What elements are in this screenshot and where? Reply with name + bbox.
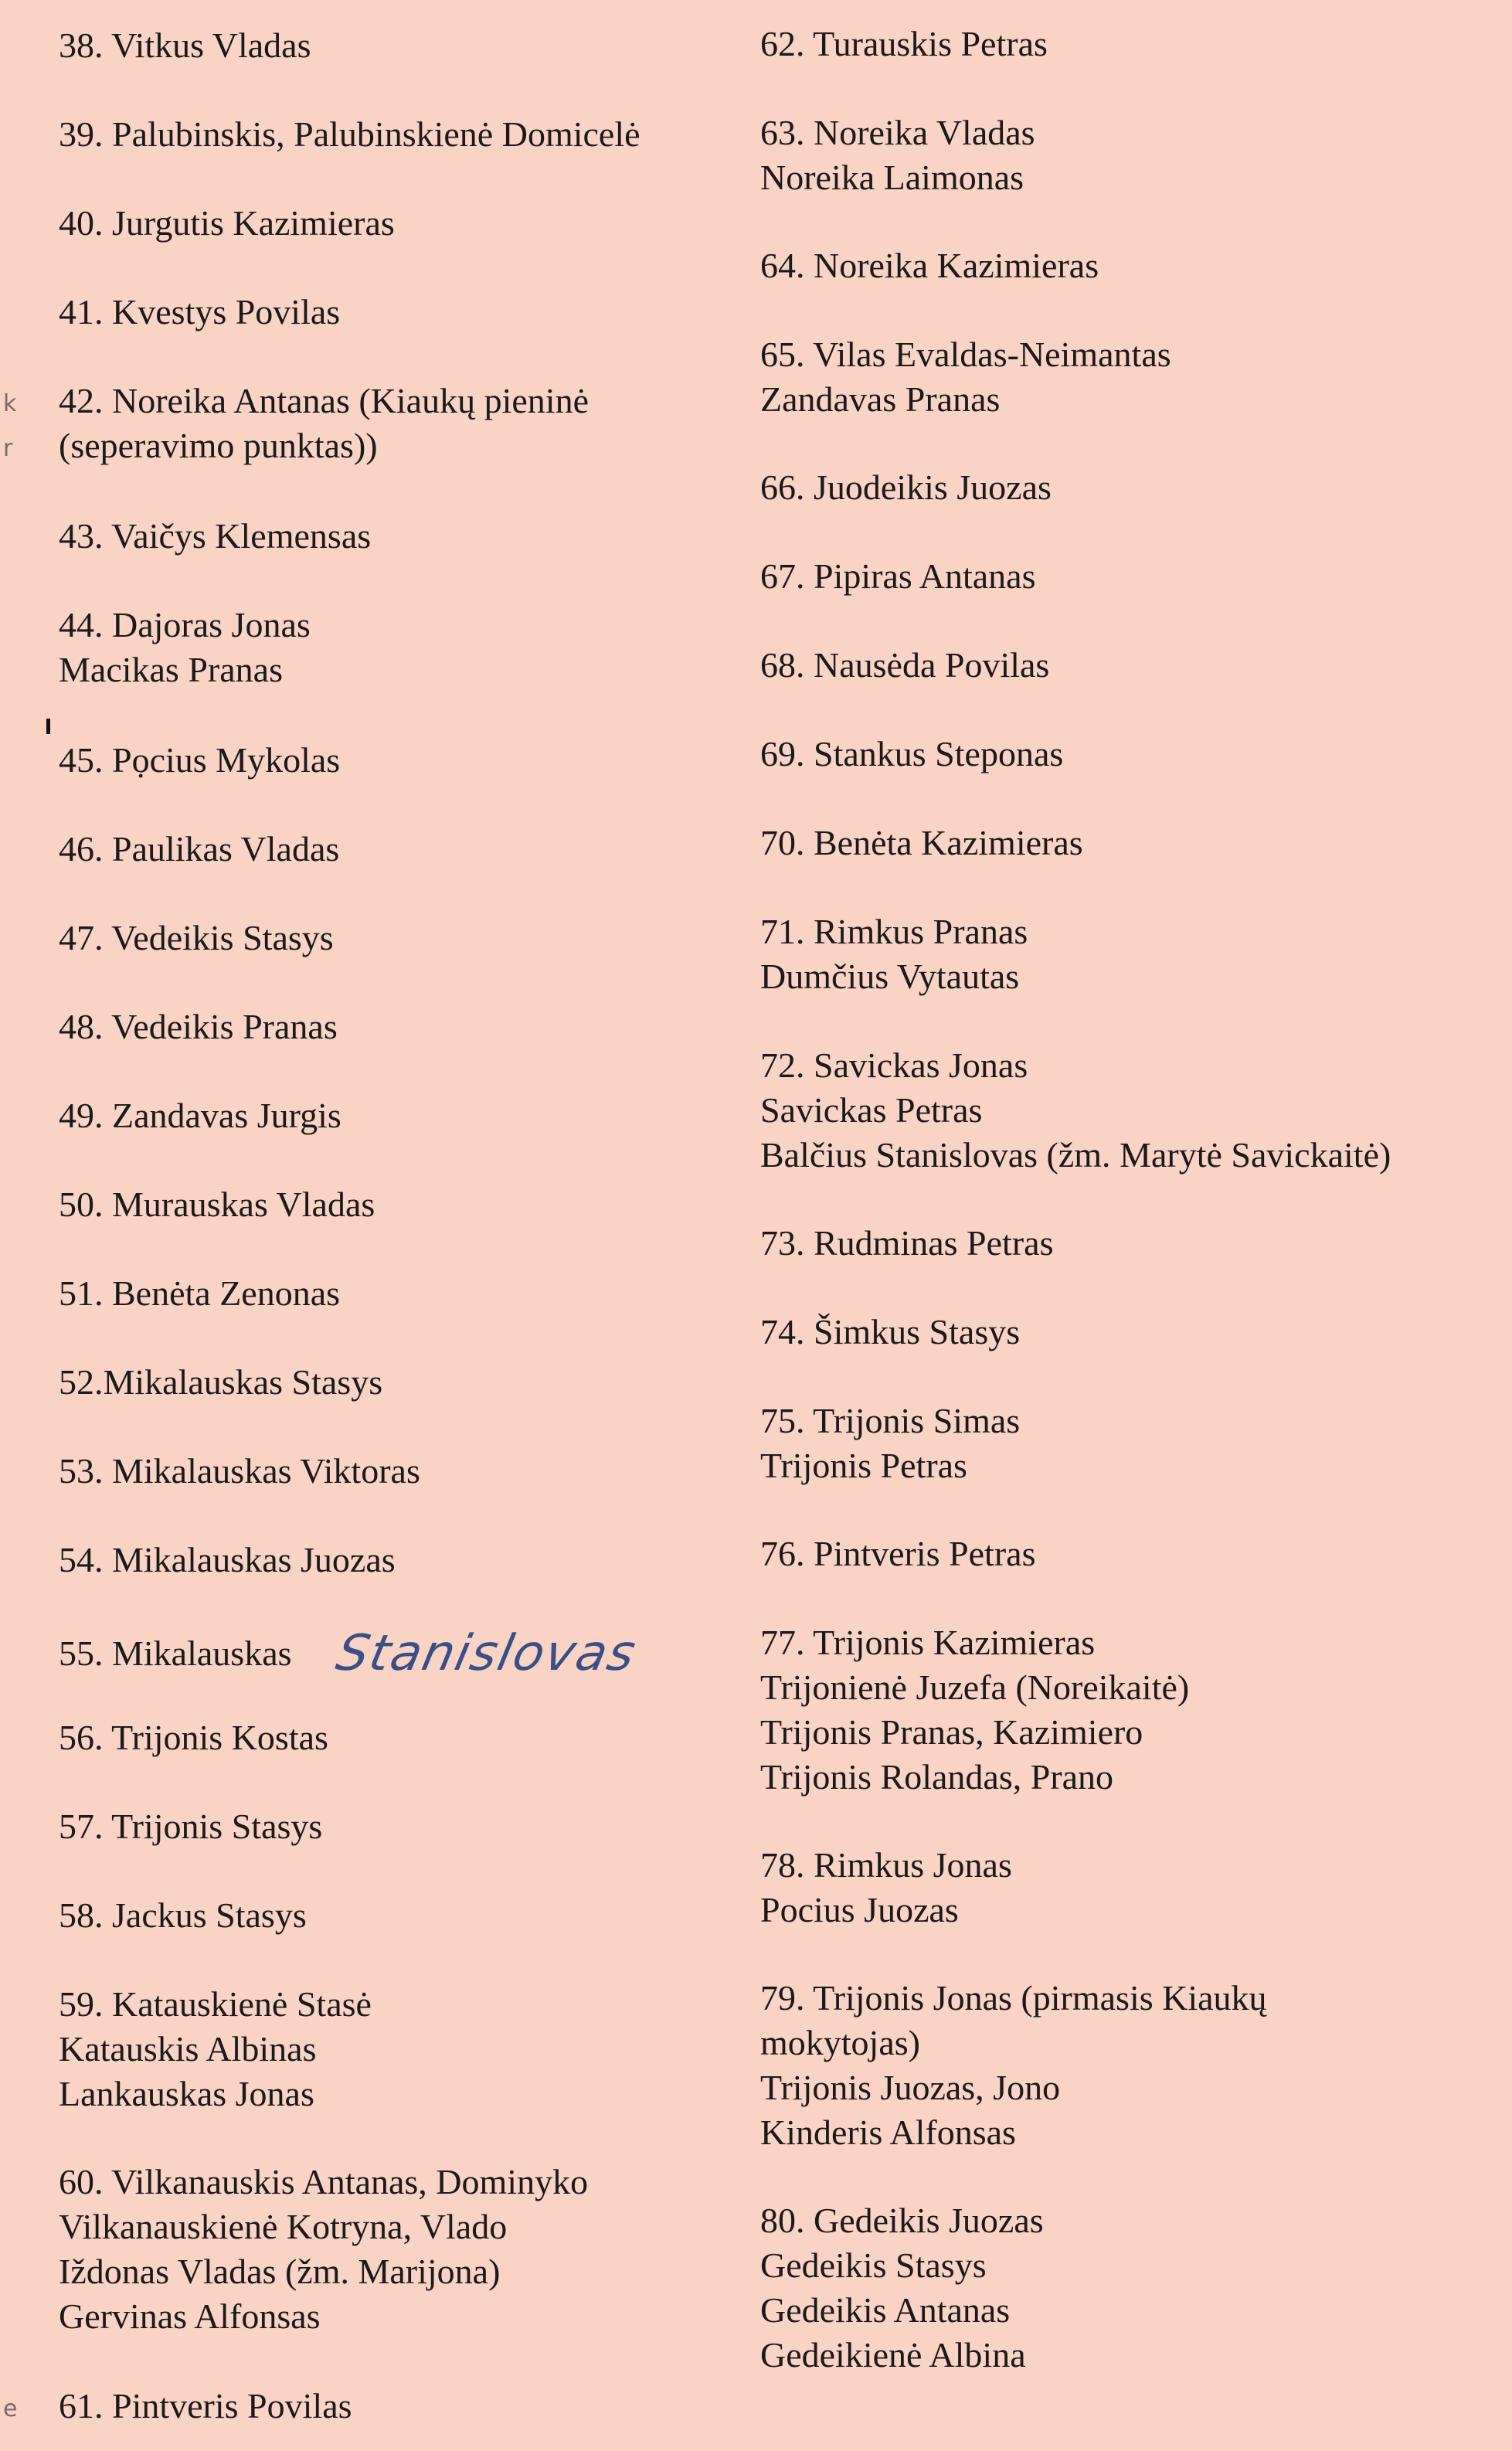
entry-line: 46. Paulikas Vladas xyxy=(59,829,340,869)
margin-mark-3: e xyxy=(3,2395,18,2422)
entry-line: Gervinas Alfonsas xyxy=(59,2296,321,2336)
entry-line: 38. Vitkus Vladas xyxy=(59,25,311,65)
entry-line xyxy=(59,1625,642,1682)
margin-mark-1: k xyxy=(3,390,17,417)
margin-mark-2: r xyxy=(3,435,13,462)
entry-74 xyxy=(760,1310,1020,1355)
entry-line: Trijonis Juozas, Jono xyxy=(760,2068,1061,2107)
entry-line: Balčius Stanislovas (žm. Marytė Savickaitė) xyxy=(760,1135,1391,1175)
entry-64 xyxy=(760,243,1099,288)
entry-53 xyxy=(59,1449,420,1494)
entry-78 xyxy=(760,1843,1012,1933)
entry-line: 77. Trijonis Kazimieras xyxy=(760,1623,1096,1662)
entry-line: 59. Katauskienė Stasė xyxy=(59,1984,372,2024)
entry-line: 54. Mikalauskas Juozas xyxy=(59,1540,396,1579)
entry-line: Kinderis Alfonsas xyxy=(760,2113,1016,2152)
entry-46 xyxy=(59,827,339,872)
entry-line: 74. Šimkus Stasys xyxy=(760,1312,1021,1351)
entry-59 xyxy=(59,1982,372,2116)
entry-line: 62. Turauskis Petras xyxy=(760,24,1048,63)
entry-line: Noreika Laimonas xyxy=(760,158,1024,197)
entry-line: 64. Noreika Kazimieras xyxy=(760,246,1099,285)
entry-60 xyxy=(59,2160,588,2339)
handwritten-annotation: Stanislovas xyxy=(331,1625,642,1682)
entry-39 xyxy=(59,112,640,157)
entry-line: Dumčius Vytautas xyxy=(760,957,1020,996)
entry-line: 67. Pipiras Antanas xyxy=(760,556,1036,596)
entry-75 xyxy=(760,1399,1020,1488)
entry-42 xyxy=(59,379,589,468)
entry-line: 80. Gedeikis Juozas xyxy=(760,2201,1044,2240)
entry-56 xyxy=(59,1715,328,1760)
entry-line: Trijonis Pranas, Kazimiero xyxy=(760,1712,1143,1752)
entry-48 xyxy=(59,1005,338,1049)
entry-line: 72. Savickas Jonas xyxy=(760,1045,1028,1085)
entry-line: 69. Stankus Steponas xyxy=(760,734,1064,773)
entry-line: Gedeikis Stasys xyxy=(760,2245,987,2285)
entry-58 xyxy=(59,1893,307,1938)
entry-line: 79. Trijonis Jonas (pirmasis Kiaukų xyxy=(760,1978,1267,2018)
entry-67 xyxy=(760,554,1035,599)
entry-70 xyxy=(760,821,1083,865)
entry-line: 48. Vedeikis Pranas xyxy=(59,1007,338,1046)
entry-line: 41. Kvestys Povilas xyxy=(59,292,341,331)
entry-44 xyxy=(59,603,311,692)
entry-line: 39. Palubinskis, Palubinskienė Domicelė xyxy=(59,114,640,154)
entry-61 xyxy=(59,2384,352,2429)
entry-line: 63. Noreika Vladas xyxy=(760,113,1035,152)
entry-line: 70. Benėta Kazimieras xyxy=(760,823,1083,862)
entry-line: (seperavimo punktas)) xyxy=(59,426,378,465)
entry-69 xyxy=(760,732,1063,777)
entry-45 xyxy=(59,738,340,783)
entry-line: 76. Pintveris Petras xyxy=(760,1534,1036,1573)
entry-line: 75. Trijonis Simas xyxy=(760,1401,1021,1440)
entry-line: Vilkanauskienė Kotryna, Vlado xyxy=(59,2207,508,2246)
entry-55 xyxy=(59,1625,642,1682)
entry-line: 57. Trijonis Stasys xyxy=(59,1807,323,1846)
entry-43 xyxy=(59,514,371,559)
entry-49 xyxy=(59,1093,341,1138)
entry-line: 61. Pintveris Povilas xyxy=(59,2386,352,2426)
entry-line: 40. Jurgutis Kazimieras xyxy=(59,203,395,243)
entry-40 xyxy=(59,201,395,246)
entry-text: 55. Mikalauskas xyxy=(59,1633,292,1673)
entry-57 xyxy=(59,1804,322,1849)
entry-68 xyxy=(760,643,1049,688)
entry-line: 60. Vilkanauskis Antanas, Dominyko xyxy=(59,2162,589,2201)
entry-line: 42. Noreika Antanas (Kiaukų pieninė xyxy=(59,381,589,420)
entry-line: Zandavas Pranas xyxy=(760,379,1001,419)
entry-52 xyxy=(59,1360,382,1405)
entry-line: 78. Rimkus Jonas xyxy=(760,1845,1012,1885)
entry-line: 65. Vilas Evaldas-Neimantas xyxy=(760,335,1171,374)
entry-line: Savickas Petras xyxy=(760,1090,983,1130)
entry-72 xyxy=(760,1043,1391,1178)
entry-line: 73. Rudminas Petras xyxy=(760,1223,1054,1263)
entry-line: Trijonis Petras xyxy=(760,1446,967,1485)
entry-79 xyxy=(760,1976,1267,2155)
entry-line: Trijonis Rolandas, Prano xyxy=(760,1757,1114,1797)
entry-line: Pocius Juozas xyxy=(760,1890,959,1929)
entry-line: Katauskis Albinas xyxy=(59,2029,317,2069)
entry-line: 68. Nausėda Povilas xyxy=(760,645,1050,685)
entry-line: 51. Benėta Zenonas xyxy=(59,1273,341,1313)
entry-line: Gedeikienė Albina xyxy=(760,2335,1026,2375)
entry-line: 50. Murauskas Vladas xyxy=(59,1185,375,1224)
entry-line: 43. Vaičys Klemensas xyxy=(59,516,372,556)
entry-63 xyxy=(760,110,1035,200)
entry-line: 45. Pọcius Mykolas xyxy=(59,740,341,780)
entry-65 xyxy=(760,332,1171,422)
entry-80 xyxy=(760,2198,1044,2378)
entry-71 xyxy=(760,909,1028,999)
entry-line: 53. Mikalauskas Viktoras xyxy=(59,1451,420,1491)
entry-line: 56. Trijonis Kostas xyxy=(59,1718,328,1757)
margin-tick xyxy=(46,719,50,734)
entry-77 xyxy=(760,1620,1189,1800)
entry-line: 66. Juodeikis Juozas xyxy=(760,467,1052,507)
entry-line: Macikas Pranas xyxy=(59,650,283,689)
entry-50 xyxy=(59,1182,375,1227)
entry-41 xyxy=(59,290,340,335)
entry-66 xyxy=(760,465,1052,510)
entry-line: 52.Mikalauskas Stasys xyxy=(59,1362,383,1402)
entry-line: mokytojas) xyxy=(760,2023,920,2062)
entry-54 xyxy=(59,1538,396,1582)
entry-line: 47. Vedeikis Stasys xyxy=(59,918,334,957)
entry-73 xyxy=(760,1221,1053,1266)
entry-51 xyxy=(59,1271,340,1316)
entry-line: Lankauskas Jonas xyxy=(59,2074,314,2113)
entry-line: Iždonas Vladas (žm. Marijona) xyxy=(59,2252,501,2291)
entry-line: 49. Zandavas Jurgis xyxy=(59,1096,341,1135)
entry-76 xyxy=(760,1531,1035,1576)
entry-line: Trijonienė Juzefa (Noreikaitė) xyxy=(760,1667,1190,1707)
entry-38 xyxy=(59,23,311,68)
entry-line: 71. Rimkus Pranas xyxy=(760,912,1028,951)
entry-line: 58. Jackus Stasys xyxy=(59,1895,307,1935)
entry-line: 44. Dajoras Jonas xyxy=(59,605,311,644)
entry-62 xyxy=(760,22,1048,66)
entry-47 xyxy=(59,916,334,960)
entry-line: Gedeikis Antanas xyxy=(760,2290,1011,2330)
